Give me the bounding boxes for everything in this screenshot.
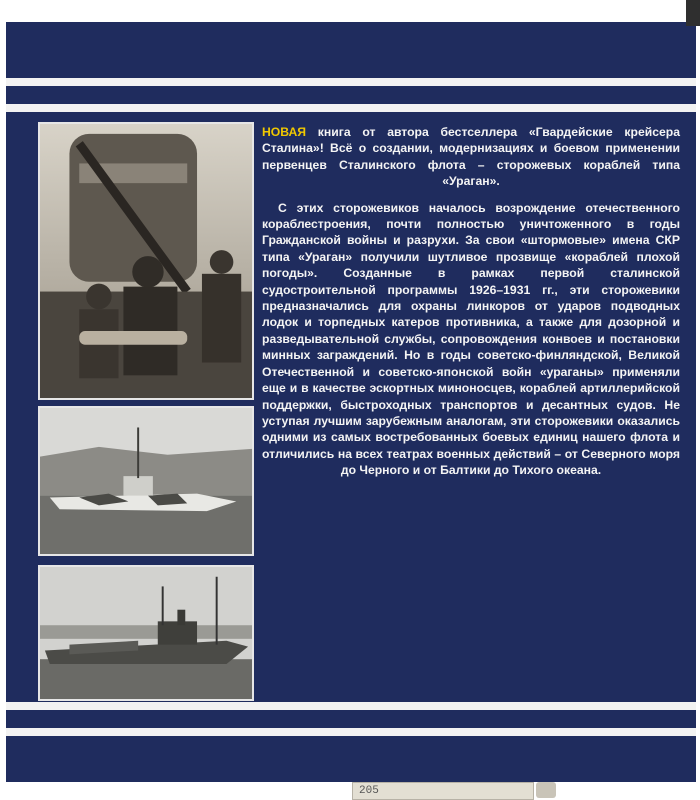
camouflaged-patrol-ship-photo: [38, 406, 254, 556]
intro-paragraph: [262, 124, 680, 190]
intro-highlight: НОВАЯ: [262, 125, 307, 139]
gun-crew-photo: [38, 122, 254, 400]
intro-text: книга от автора бестселлера «Гвардейские крейсера Сталина»! Всё о создании, модернизациях и боевом применении первенцев Сталинского флота – сторожевых кораблей типа «Ураган».: [262, 125, 680, 189]
body-paragraph: С этих сторожевиков началось возрождение отечественного кораблестроения, почти полностью уничтоженного в годы Гражданской войны и разрухи. За свои «штормовые» имена СКР типа «Ураган» получили шутливое прозвище «кораблей плохой погоды». Созданные в рамках первой сталинской судостроительной программы 1926–1931 гг., эти сторожевики предназначались для охраны линкоров от ударов подводных лодок и торпедных катеров противника, а также для дозорной и разведывательной службы, сопровождения конвоев и постановки минных заграждений. Но в годы советско-финляндской, Великой Отечественной и советско-японской войн «ураганы» применяли еще и в качестве эскортных миноносцев, кораблей артиллерийской поддержки, быстроходных транспортов и десантных судов. Не уступая лучшим зарубежным аналогам, эти сторожевики оказались одними из самых востребованных боевых единиц нашего флота и отличились на всех театрах военных действий – от Северного моря до Черного и от Балтики до Тихого океана.: [262, 200, 680, 478]
back-cover: [6, 22, 696, 782]
top-stripe: [6, 78, 696, 86]
bottom-stripe: [6, 702, 696, 710]
bottom-stripe: [6, 728, 696, 736]
top-stripe: [6, 104, 696, 112]
sticker-stamp: [536, 782, 556, 798]
cover-description: [262, 124, 680, 489]
library-sticker: [352, 782, 534, 800]
sticker-number: 205: [359, 785, 379, 797]
scan-corner: [686, 0, 700, 26]
patrol-ship-harbor-photo: [38, 565, 254, 701]
